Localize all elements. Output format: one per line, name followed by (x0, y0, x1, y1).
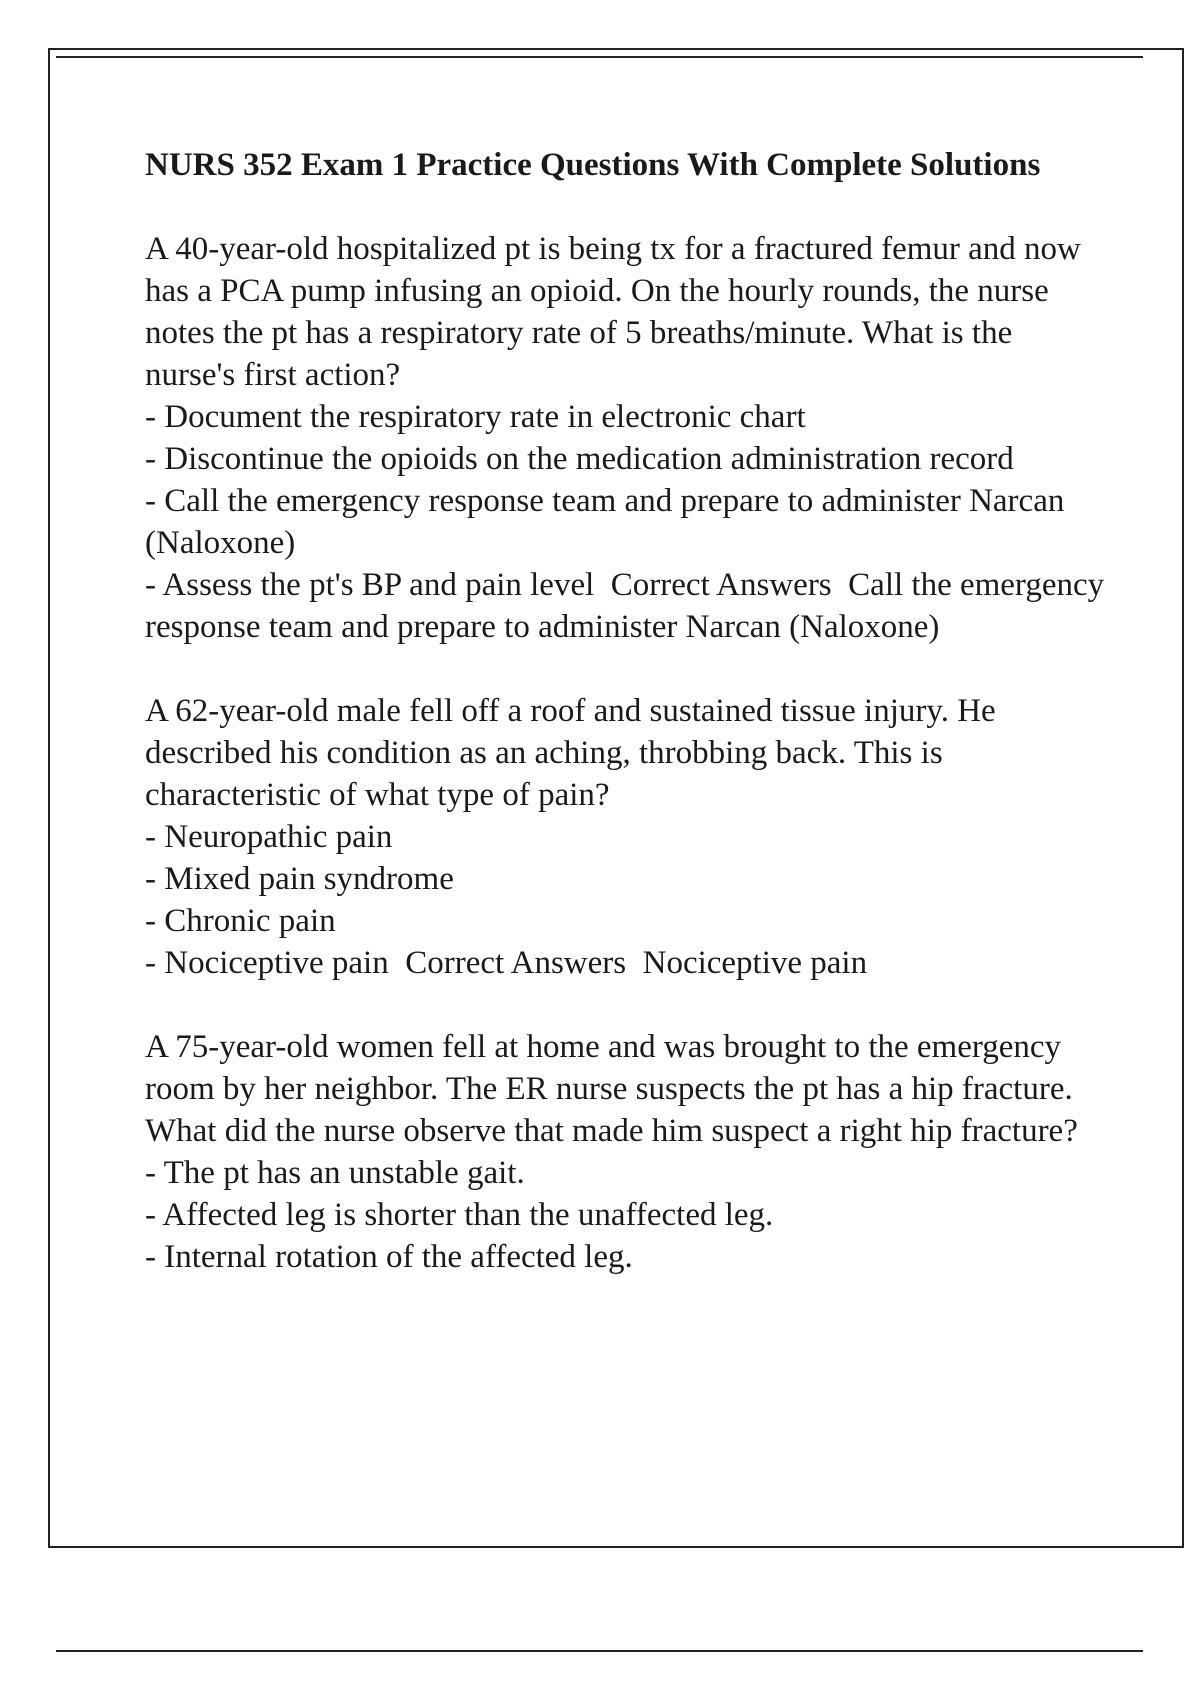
answer-option: - Neuropathic pain (145, 819, 393, 855)
top-rule-divider (56, 56, 1143, 58)
answer-option: - Mixed pain syndrome (145, 861, 454, 897)
question-stem: A 62-year-old male fell off a roof and sustained tissue injury. He described his condition as an aching, throbbing back. This is characteristic of what type of pain? (145, 693, 996, 813)
question-stem: A 40-year-old hospitalized pt is being tx for a fractured femur and now has a PCA pump infusing an opioid. On the hourly rounds, the nurse notes the pt has a respiratory rate of 5 breaths/minute. What is the nurse's first action? (145, 231, 1081, 393)
answer-option: - Internal rotation of the affected leg. (145, 1239, 633, 1275)
bottom-rule-divider (56, 1650, 1143, 1652)
answer-option: - Document the respiratory rate in electronic chart (145, 399, 806, 435)
answer-option-with-solution (145, 942, 1105, 984)
answer-option-with-solution (145, 564, 1105, 648)
answer-option: - Chronic pain (145, 903, 336, 939)
question-3 (145, 1026, 1105, 1278)
question-2 (145, 690, 1105, 984)
answer-option-text: - Assess the pt's BP and pain level (145, 567, 595, 603)
document-title: NURS 352 Exam 1 Practice Questions With Complete Solutions (145, 147, 1041, 183)
correct-answer-text: Call the emergency response team and prepare to administer Narcan (Naloxone) (145, 567, 1105, 645)
correct-answer-text: Nociceptive pain (642, 945, 868, 981)
question-stem: A 75-year-old women fell at home and was brought to the emergency room by her neighbor. The ER nurse suspects the pt has a hip fracture. What did the nurse observe that made him suspect a right hip fracture? (145, 1029, 1078, 1149)
correct-answers-label: Correct Answers (405, 945, 627, 981)
document-body (145, 144, 1105, 1320)
answer-option: - Discontinue the opioids on the medication administration record (145, 441, 1014, 477)
answer-option: - Affected leg is shorter than the unaffected leg. (145, 1197, 774, 1233)
answer-option: - Call the emergency response team and prepare to administer Narcan (Naloxone) (145, 483, 1065, 561)
answer-option: - The pt has an unstable gait. (145, 1155, 525, 1191)
correct-answers-label: Correct Answers (610, 567, 832, 603)
question-1 (145, 228, 1105, 648)
answer-option-text: - Nociceptive pain (145, 945, 389, 981)
